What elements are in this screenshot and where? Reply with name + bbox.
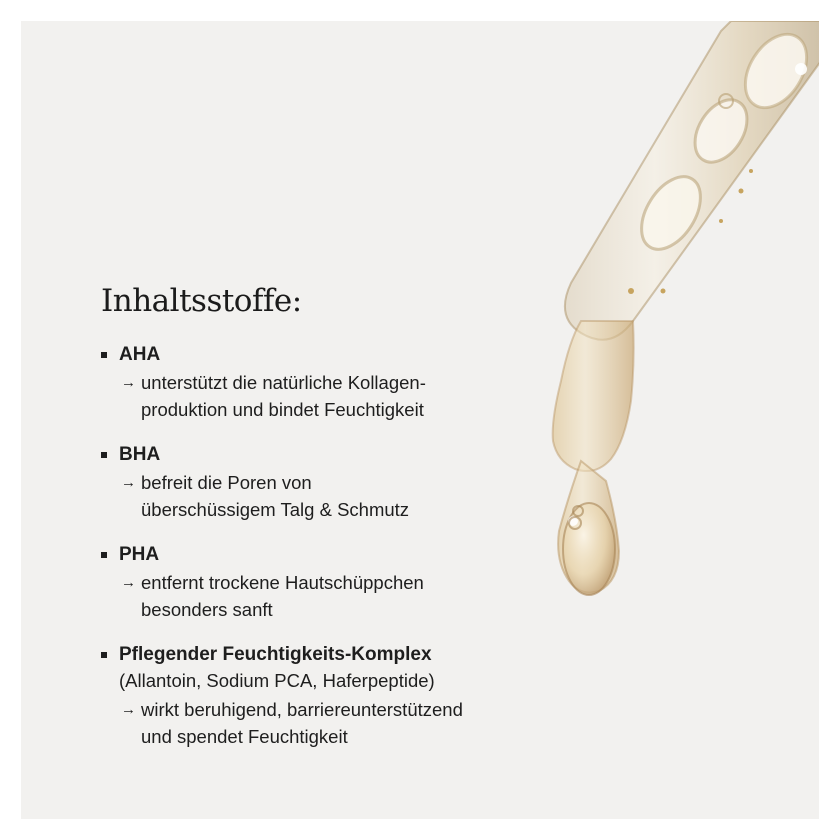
ingredients-heading: Inhaltsstoffe: — [101, 283, 302, 319]
bullet-icon — [101, 352, 107, 358]
bullet-icon — [101, 452, 107, 458]
ingredient-description: → entfernt trockene Hautschüppchen besonders sanft — [119, 569, 571, 623]
product-info-card — [21, 21, 819, 819]
ingredient-name: AHA — [119, 344, 161, 365]
ingredient-name: BHA — [119, 444, 161, 465]
ingredient-item-aha — [101, 343, 571, 423]
ingredient-description: → unterstützt die natürliche Kollagen- produktion und bindet Feuchtigkeit — [119, 369, 571, 423]
ingredient-description: → befreit die Poren von überschüssigem Talg & Schmutz — [119, 469, 571, 523]
ingredient-name: PHA — [119, 544, 160, 565]
ingredient-item-pha — [101, 543, 571, 623]
bullet-icon — [101, 652, 107, 658]
arrow-right-icon: → — [121, 474, 136, 491]
ingredient-name: Pflegender Feuchtigkeits-Komplex — [119, 644, 432, 665]
ingredient-item-moisture-complex — [101, 643, 571, 750]
ingredient-components: (Allantoin, Sodium PCA, Haferpeptide) — [119, 670, 435, 691]
arrow-right-icon: → — [121, 701, 136, 718]
arrow-right-icon: → — [121, 374, 136, 391]
ingredient-description: → wirkt beruhigend, barriereunterstützend und spendet Feuchtigkeit — [119, 696, 571, 750]
bullet-icon — [101, 552, 107, 558]
arrow-right-icon: → — [121, 574, 136, 591]
ingredients-list — [101, 343, 571, 770]
ingredient-item-bha — [101, 443, 571, 523]
